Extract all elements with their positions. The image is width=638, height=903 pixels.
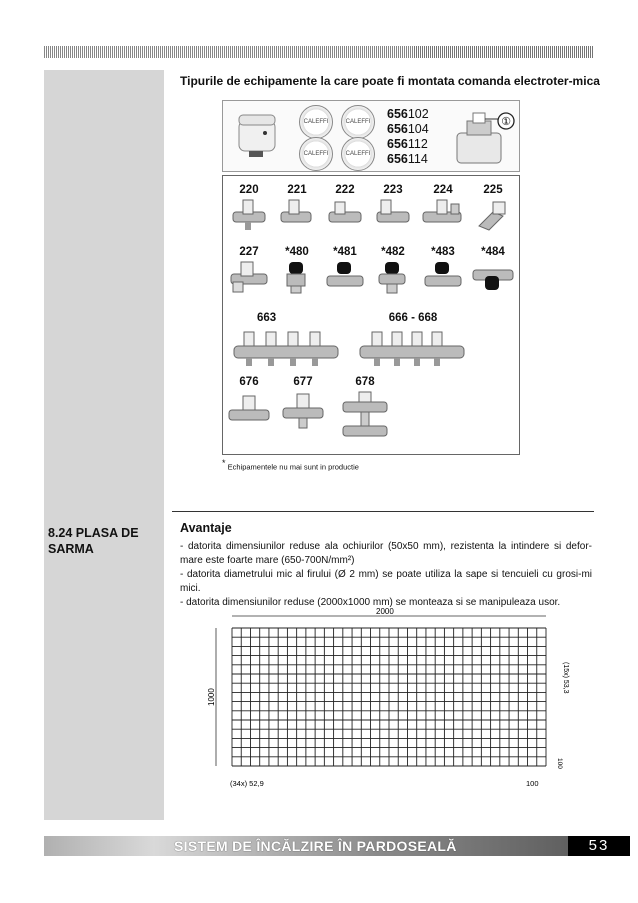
equipment-code: 676 bbox=[239, 376, 259, 388]
caleffi-seal: CALEFFI bbox=[341, 137, 375, 171]
equipment-grid bbox=[222, 175, 520, 455]
code-line: 656112 bbox=[387, 137, 428, 151]
code-line: 656104 bbox=[387, 122, 429, 136]
caleffi-seal: CALEFFI bbox=[341, 105, 375, 139]
equipment-code: *480 bbox=[285, 246, 309, 258]
equipment-item bbox=[273, 184, 321, 232]
valve-body-callout-image bbox=[451, 109, 517, 167]
equipment-code: 225 bbox=[483, 184, 503, 196]
equipment-item bbox=[279, 376, 327, 430]
caleffi-seal: CALEFFI bbox=[299, 105, 333, 139]
valve-icon bbox=[281, 390, 325, 430]
caleffi-seal: CALEFFI bbox=[299, 137, 333, 171]
equipment-code: *481 bbox=[333, 246, 357, 258]
equipment-item bbox=[353, 312, 473, 370]
code-line: 656114 bbox=[387, 152, 428, 166]
valve-icon bbox=[277, 260, 317, 294]
equipment-item bbox=[469, 184, 517, 232]
equipment-code: *483 bbox=[431, 246, 455, 258]
footnote: * Echipamentele nu mai sunt in productie bbox=[222, 458, 359, 472]
section-title: 8.24 PLASA DE SARMA bbox=[48, 526, 139, 556]
right-spacing-label: (15x) 53,3 bbox=[562, 662, 569, 694]
actuator-code-list bbox=[387, 107, 429, 167]
equipment-item bbox=[369, 246, 417, 294]
equipment-item bbox=[341, 376, 389, 446]
valve-icon bbox=[473, 198, 513, 232]
callout-number: ① bbox=[501, 115, 511, 128]
advantages-body bbox=[180, 540, 592, 610]
advantage-line: - datorita dimensiunilor reduse ala ochiurilor (50x50 mm), rezistenta la intindere si defor-mare este foarte mare (650-700N/mm²) bbox=[180, 541, 592, 566]
equipment-code: *482 bbox=[381, 246, 405, 258]
equipment-item bbox=[273, 246, 321, 294]
equipment-code: 223 bbox=[383, 184, 403, 196]
equipment-item bbox=[469, 246, 517, 294]
valve-icon bbox=[277, 198, 317, 232]
equipment-code: 666 - 668 bbox=[388, 312, 438, 324]
valve-icon bbox=[341, 390, 391, 446]
equipment-item bbox=[419, 184, 467, 232]
height-label: 1000 bbox=[207, 688, 216, 706]
equipment-item bbox=[321, 246, 369, 294]
valve-icon bbox=[229, 198, 269, 232]
equipment-item bbox=[419, 246, 467, 294]
equipment-code: 222 bbox=[335, 184, 355, 196]
valve-icon bbox=[325, 198, 365, 232]
bottom-spacing-label: (34x) 52,9 bbox=[230, 779, 264, 788]
valve-icon bbox=[373, 260, 413, 294]
equipment-code: 227 bbox=[239, 246, 259, 258]
wire-mesh-drawing bbox=[200, 606, 580, 806]
valve-icon bbox=[229, 260, 269, 294]
section-divider bbox=[172, 511, 594, 512]
valve-icon bbox=[421, 198, 465, 232]
equipment-code: 677 bbox=[293, 376, 313, 388]
advantage-line: - datorita dimensiunilor reduse (2000x1000 mm) se monteaza si se manipuleaza usor. bbox=[180, 597, 561, 608]
equipment-code: 224 bbox=[433, 184, 453, 196]
code-line: 656102 bbox=[387, 107, 429, 121]
valve-icon bbox=[227, 390, 271, 430]
valve-icon bbox=[471, 260, 515, 294]
equipment-item bbox=[225, 246, 273, 294]
equipment-item bbox=[227, 312, 347, 370]
thermo-actuator-image bbox=[235, 111, 281, 159]
page-number: 53 bbox=[568, 836, 630, 856]
valve-icon bbox=[373, 198, 413, 232]
equipment-item bbox=[321, 184, 369, 232]
actuator-box bbox=[222, 100, 520, 172]
right-end-label: 100 bbox=[556, 758, 563, 769]
equipment-code: 220 bbox=[239, 184, 259, 196]
top-decorative-rule bbox=[44, 46, 594, 58]
equipment-code: *484 bbox=[481, 246, 505, 258]
equipment-code: 663 bbox=[257, 312, 277, 324]
equipment-code: 678 bbox=[355, 376, 375, 388]
valve-icon bbox=[325, 260, 365, 294]
valve-icon bbox=[423, 260, 463, 294]
equipment-item bbox=[369, 184, 417, 232]
manifold-icon bbox=[232, 326, 342, 370]
manifold-icon bbox=[358, 326, 468, 370]
footer-title: SISTEM DE ÎNCĂLZIRE ÎN PARDOSEALĂ bbox=[174, 838, 457, 854]
advantage-line: - datorita diametrului mic al firului (Ø 2 mm) se poate utiliza la sape si tencuieli cu grosi-mi mici. bbox=[180, 569, 592, 594]
mesh-grid bbox=[232, 628, 546, 766]
equipment-item bbox=[225, 184, 273, 232]
intro-heading: Tipurile de echipamente la care poate fi montata comanda electroter-mica bbox=[180, 74, 600, 88]
sidebar-panel bbox=[44, 70, 164, 820]
equipment-item bbox=[225, 376, 273, 430]
advantages-title: Avantaje bbox=[180, 521, 232, 535]
width-label: 2000 bbox=[376, 607, 394, 616]
equipment-code: 221 bbox=[287, 184, 307, 196]
bottom-end-label: 100 bbox=[526, 779, 539, 788]
